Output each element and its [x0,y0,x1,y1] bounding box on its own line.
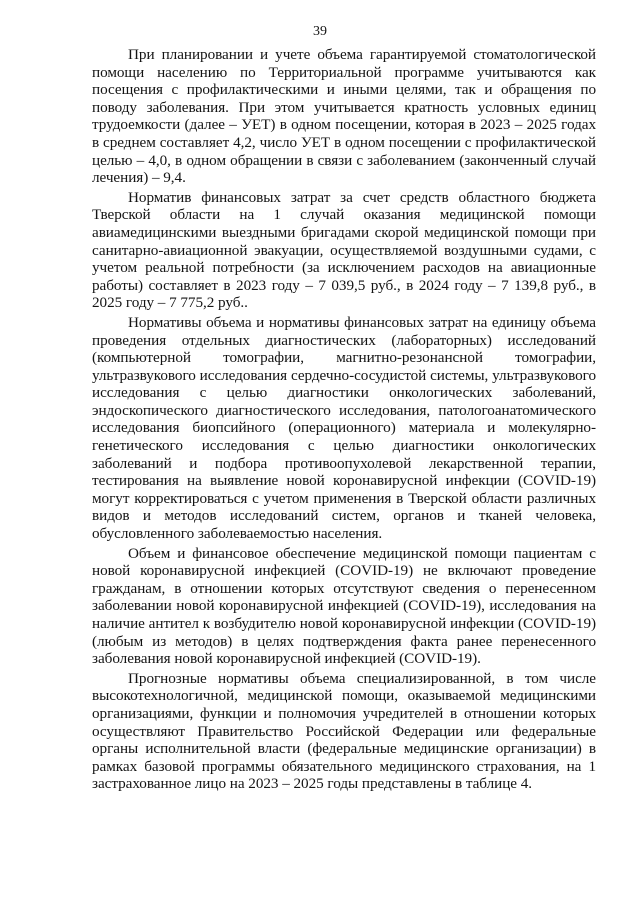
page-number: 39 [313,24,327,39]
paragraph-dental-care-planning: При планировании и учете объема гарантируемой стоматологической помощи населению по Территориальной программе учитываются как посещения с профилактическими и иными целями, так и обращения по поводу заболевания. При этом учитывается кратность условных единиц трудоемкости (далее – УЕТ) в одном посещении, которая в 2023 – 2025 годах в среднем составляет 4,2, число УЕТ в одном посещении с профилактической целью – 4,0, в одном обращении в связи с заболеванием (законченный случай лечения) – 9,4. [92,46,596,187]
paragraph-diagnostic-research-norms: Нормативы объема и нормативы финансовых затрат на единицу объема проведения отдельных диагностических (лабораторных) исследований (компьютерной томографии, магнитно-резонансной томографии, ультразвукового исследования сердечно-сосудистой системы, ультразвукового исследования с целью диагностики онкологических заболеваний, эндоскопического диагностического исследования, патологоанатомического исследования биопсийного (операционного) материала и молекулярно-генетического исследования с целью диагностики онкологических заболеваний и подбора противоопухолевой лекарственной терапии, тестирования на выявление новой коронавирусной инфекции (COVID-19) могут корректироваться с учетом применения в Тверской области различных видов и методов исследований систем, органов и тканей человека, обусловленного заболеваемостью населения. [92,313,596,543]
body-text [92,46,596,795]
paragraph-covid-care-funding: Объем и финансовое обеспечение медицинской помощи пациентам с новой коронавирусной инфекцией (COVID-19) не включают проведение гражданам, в отношении которых отсутствуют сведения о перенесенном заболевании новой коронавирусной инфекцией (COVID-19), исследования на наличие антител к возбудителю новой коронавирусной инфекции (COVID-19) (любым из методов) в целях подтверждения факта ранее перенесенного заболевания новой коронавирусной инфекцией (COVID-19). [92,544,596,668]
paragraph-air-ambulance-cost-norm: Норматив финансовых затрат за счет средств областного бюджета Тверской области на 1 случай оказания медицинской помощи авиамедицинскими выездными бригадами скорой медицинской помощи при санитарно-авиационной эвакуации, осуществляемой воздушными судами, с учетом реальной потребности (за исключением расходов на авиационные работы) составляет в 2023 году – 7 039,5 руб., в 2024 году – 7 139,8 руб., в 2025 году – 7 775,2 руб.. [92,188,596,312]
paragraph-specialized-care-forecast: Прогнозные нормативы объема специализированной, в том числе высокотехнологичной, медицинской помощи, оказываемой медицинскими организациями, функции и полномочия учредителей в отношении которых осуществляют Правительство Российской Федерации или федеральные органы исполнительной власти (федеральные медицинские организации) в рамках базовой программы обязательного медицинского страхования, на 1 застрахованное лицо на 2023 – 2025 годы представлены в таблице 4. [92,669,596,793]
